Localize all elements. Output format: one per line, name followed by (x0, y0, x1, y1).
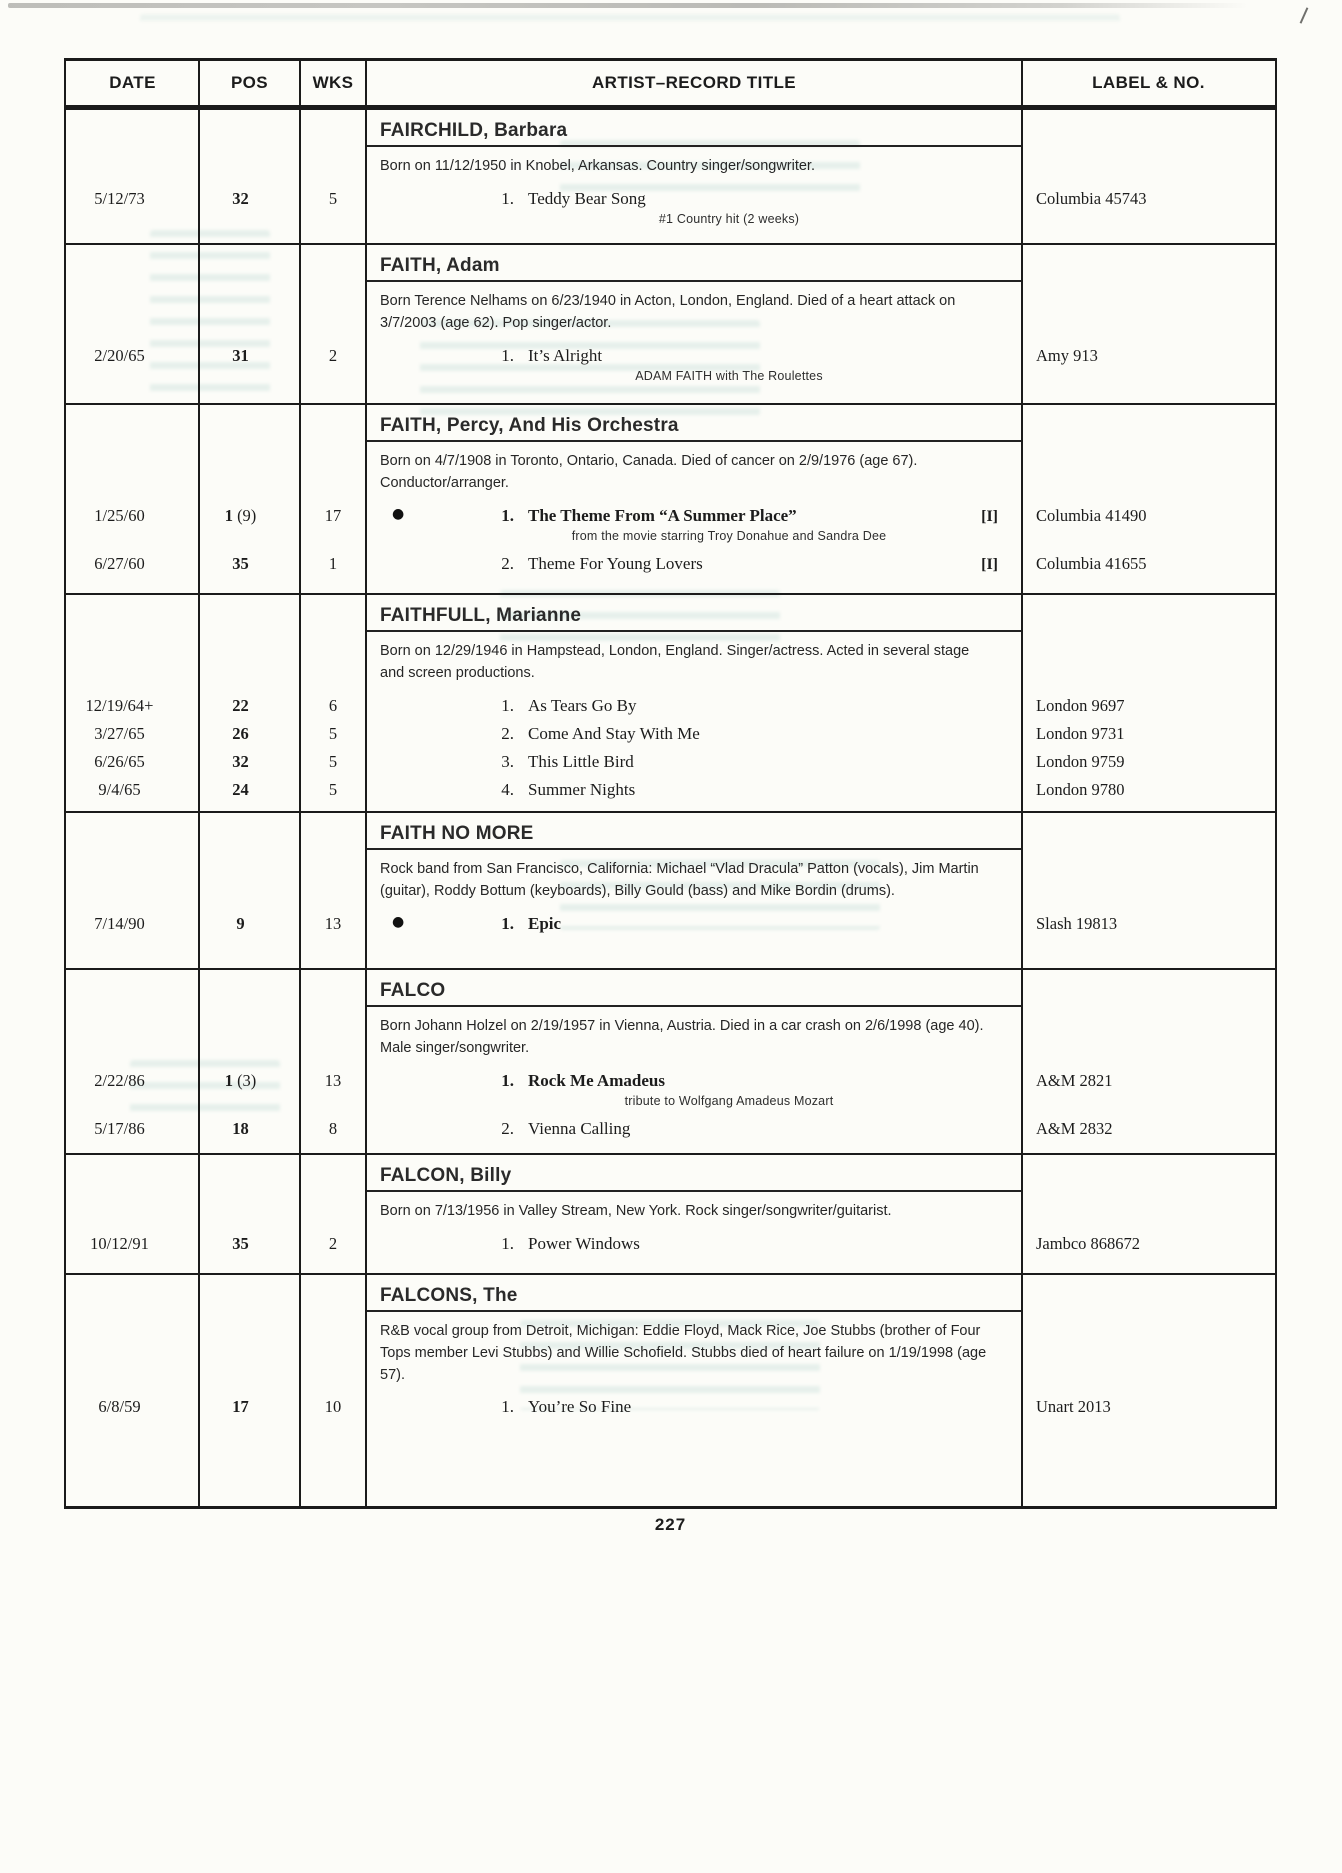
entry-wks: 1 (328, 553, 338, 573)
entry-date: 6/26/65 (94, 751, 145, 771)
entry-wks: 5 (328, 188, 338, 208)
entry-pos: 9 (236, 913, 245, 933)
artist-section (66, 968, 1275, 1153)
column-divider (299, 1275, 301, 1506)
entry-label: Amy 913 (1036, 345, 1098, 365)
entry-wks: 17 (324, 505, 342, 525)
entry-note: ADAM FAITH with The Roulettes (635, 368, 823, 383)
column-divider (299, 110, 301, 243)
column-divider (198, 110, 200, 243)
entry-title: 1. As Tears Go By (501, 695, 637, 715)
header-date: DATE (109, 73, 156, 92)
instrumental-flag: [I] (981, 507, 998, 525)
entry-title: 2. Theme For Young Lovers [I] (501, 553, 998, 573)
entry-title: 1. Power Windows (501, 1233, 640, 1253)
entry-label: Slash 19813 (1036, 913, 1118, 933)
column-divider (365, 110, 367, 243)
entry-label: London 9697 (1036, 695, 1125, 715)
entry-title: 2. Vienna Calling (501, 1118, 631, 1138)
artist-bio: Born on 4/7/1908 in Toronto, Ontario, Canada. Died of cancer on 2/9/1976 (age 67). Conductor/arranger. (380, 453, 918, 491)
entry-date: 6/8/59 (98, 1397, 141, 1417)
artist-bio: Rock band from San Francisco, California: Michael “Vlad Dracula” Patton (vocals), Jim Martin (guitar), Roddy Bottum (keyboards), Billy Gould (bass) and Mike Bordin (drums). (380, 861, 979, 899)
column-divider (365, 61, 367, 105)
artist-section (66, 1273, 1275, 1506)
entry-label: London 9731 (1036, 723, 1125, 743)
scan-edge-streak (8, 3, 1248, 8)
column-divider (299, 61, 301, 105)
column-divider (198, 1155, 200, 1273)
entry-note: #1 Country hit (2 weeks) (658, 211, 800, 226)
entry-wks: 2 (328, 1233, 338, 1253)
column-divider (1021, 61, 1023, 105)
entry-date: 10/12/91 (90, 1233, 149, 1253)
artist-bio: Born on 12/29/1946 in Hampstead, London, England. Singer/actress. Acted in several stage and screen productions. (380, 643, 970, 681)
column-divider (299, 245, 301, 403)
column-divider (299, 813, 301, 968)
entry-pos: 31 (232, 345, 249, 365)
entry-pos: 17 (232, 1397, 249, 1417)
entry-wks: 5 (328, 751, 338, 771)
entry-date: 2/22/86 (94, 1070, 145, 1090)
column-divider (1021, 245, 1023, 403)
entry-wks: 5 (328, 779, 338, 799)
artist-name: FAITH NO MORE (366, 813, 1022, 850)
entry-date: 9/4/65 (98, 779, 141, 799)
column-divider (1021, 110, 1023, 243)
instrumental-flag: [I] (981, 555, 998, 573)
entry-title: 1. It’s Alright (501, 345, 603, 365)
entry-label: A&M 2821 (1036, 1070, 1113, 1090)
artist-name: FALCONS, The (366, 1275, 1022, 1312)
entry-label: London 9759 (1036, 751, 1125, 771)
entry-label: London 9780 (1036, 779, 1125, 799)
entry-label: Columbia 41655 (1036, 553, 1147, 573)
entry-wks: 8 (328, 1118, 338, 1138)
entry-wks: 10 (324, 1397, 342, 1417)
artist-bio: Born on 7/13/1956 in Valley Stream, New York. Rock singer/songwriter/guitarist. (380, 1203, 892, 1219)
header-pos: POS (230, 73, 269, 92)
chart-listing-table (64, 58, 1277, 1509)
entry-pos: 35 (232, 553, 249, 573)
entry-pos: 26 (232, 723, 249, 743)
entry-date: 5/17/86 (94, 1118, 145, 1138)
artist-bio: Born Johann Holzel on 2/19/1957 in Vienna, Austria. Died in a car crash on 2/6/1998 (age 40). Male singer/songwriter. (380, 1018, 984, 1056)
gold-record-dot-icon: ● (392, 505, 405, 522)
entry-title: ● 1. The Theme From “A Summer Place” [I] (392, 505, 998, 525)
artist-section (66, 108, 1275, 243)
artist-name: FAITHFULL, Marianne (366, 595, 1022, 632)
entry-title: 4. Summer Nights (501, 779, 636, 799)
entry-pos: 24 (232, 779, 249, 799)
artist-bio: Born on 11/12/1950 in Knobel, Arkansas. Country singer/songwriter. (380, 158, 815, 174)
entry-title: ● 1. Epic (392, 913, 562, 933)
entry-date: 7/14/90 (94, 913, 145, 933)
column-divider (198, 1275, 200, 1506)
entry-date: 12/19/64+ (85, 695, 154, 715)
entry-title: 1. Teddy Bear Song (501, 188, 646, 208)
entry-label: Jambco 868672 (1036, 1233, 1141, 1253)
gold-record-dot-icon: ● (392, 913, 405, 930)
entry-wks: 6 (328, 695, 338, 715)
entry-wks: 13 (324, 913, 342, 933)
entry-pos: 1 (9) (224, 505, 257, 525)
entry-label: Columbia 41490 (1036, 505, 1147, 525)
column-divider (1021, 813, 1023, 968)
column-divider (198, 595, 200, 811)
entry-date: 2/20/65 (94, 345, 145, 365)
entry-date: 6/27/60 (94, 553, 145, 573)
artist-section (66, 403, 1275, 593)
artist-section (66, 593, 1275, 811)
header-artist-record-title: ARTIST–RECORD TITLE (591, 73, 797, 92)
column-divider (198, 405, 200, 593)
entry-date: 1/25/60 (94, 505, 145, 525)
column-divider (299, 1155, 301, 1273)
entry-title: 2. Come And Stay With Me (501, 723, 700, 743)
entry-pos: 22 (232, 695, 249, 715)
artist-bio: Born Terence Nelhams on 6/23/1940 in Acton, London, England. Died of a heart attack on 3/7/2003 (age 62). Pop singer/actor. (380, 293, 956, 331)
column-divider (299, 970, 301, 1153)
entry-pos: 18 (232, 1118, 249, 1138)
artist-name: FALCON, Billy (366, 1155, 1022, 1192)
column-divider (365, 813, 367, 968)
entry-pos: 32 (232, 751, 249, 771)
entry-wks: 13 (324, 1070, 342, 1090)
artist-name: FAITH, Percy, And His Orchestra (366, 405, 1022, 442)
artist-bio: R&B vocal group from Detroit, Michigan: Eddie Floyd, Mack Rice, Joe Stubbs (brother of Four Tops member Levi Stubbs) and Willie Schofield. Stubbs died of heart failure on 1/19/1998 (age 57). (380, 1323, 987, 1383)
header-wks: WKS (312, 73, 354, 92)
column-divider (365, 245, 367, 403)
entry-pos: 1 (3) (224, 1070, 257, 1090)
table-header-row (66, 61, 1275, 108)
header-label-no: LABEL & NO. (1092, 73, 1205, 92)
entry-title: 1. Rock Me Amadeus (501, 1070, 665, 1090)
entry-note: from the movie starring Troy Donahue and Sandra Dee (571, 528, 887, 543)
bleed-through-artifact (140, 14, 1120, 26)
column-divider (299, 595, 301, 811)
entry-label: Columbia 45743 (1036, 188, 1147, 208)
column-divider (198, 813, 200, 968)
entry-label: Unart 2013 (1036, 1397, 1111, 1417)
artist-name: FAITH, Adam (366, 245, 1022, 282)
scan-corner-mark (1300, 7, 1309, 23)
entry-pos: 35 (232, 1233, 249, 1253)
artist-section (66, 243, 1275, 403)
column-divider (198, 245, 200, 403)
entry-title: 1. You’re So Fine (501, 1397, 632, 1417)
column-divider (1021, 1275, 1023, 1506)
entry-pos: 32 (232, 188, 249, 208)
artist-name: FALCO (366, 970, 1022, 1007)
page-number: 227 (654, 1515, 687, 1534)
artist-section (66, 1153, 1275, 1273)
entry-date: 5/12/73 (94, 188, 145, 208)
entry-title: 3. This Little Bird (501, 751, 634, 771)
artist-name: FAIRCHILD, Barbara (366, 110, 1022, 147)
column-divider (198, 970, 200, 1153)
entry-note: tribute to Wolfgang Amadeus Mozart (624, 1093, 834, 1108)
entry-wks: 2 (328, 345, 338, 365)
column-divider (198, 61, 200, 105)
column-divider (365, 1275, 367, 1506)
entry-label: A&M 2832 (1036, 1118, 1113, 1138)
entry-date: 3/27/65 (94, 723, 145, 743)
column-divider (299, 405, 301, 593)
entry-wks: 5 (328, 723, 338, 743)
artist-section (66, 811, 1275, 968)
